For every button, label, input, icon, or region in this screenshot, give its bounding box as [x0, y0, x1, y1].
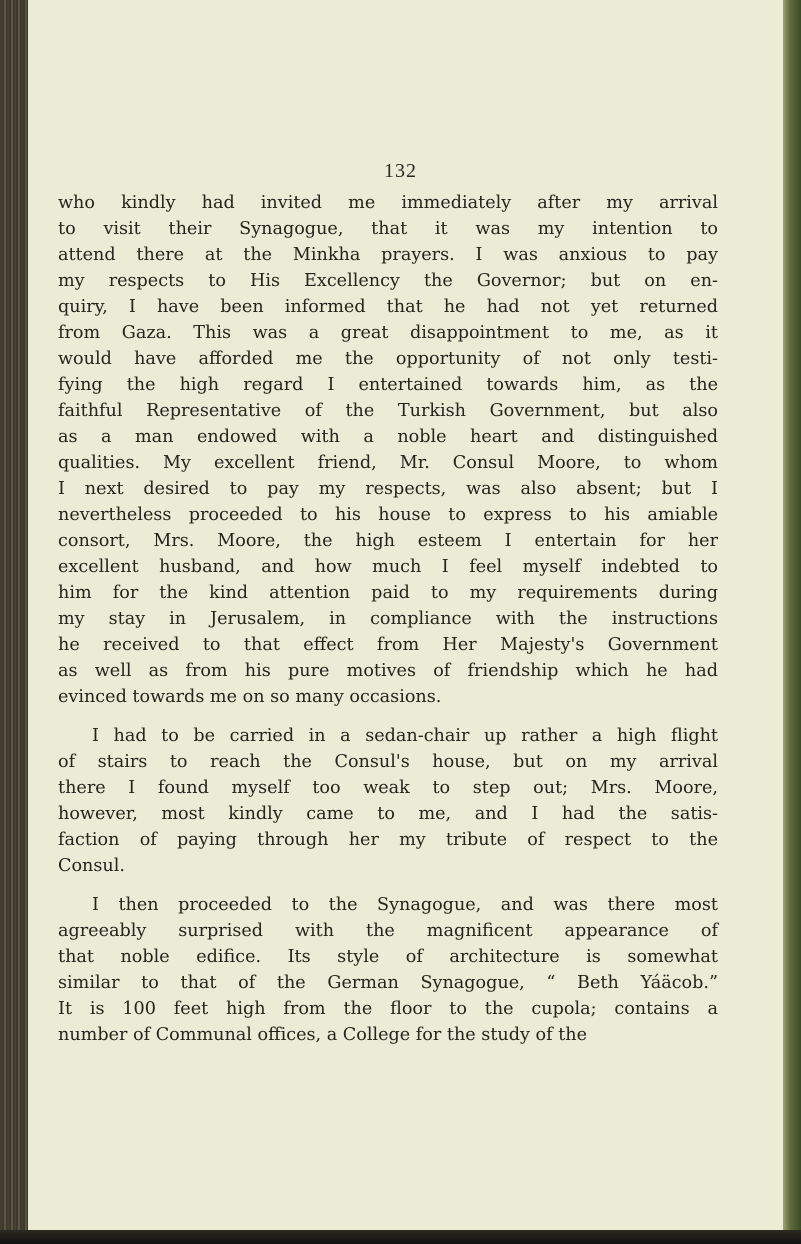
text-line: consort, Mrs. Moore, the high esteem I entertain for her: [58, 531, 718, 551]
text-line: It is 100 feet high from the floor to the cupola; contains a: [58, 999, 718, 1019]
text-line: there I found myself too weak to step out; Mrs. Moore,: [58, 778, 718, 798]
paragraph-gap: [58, 710, 718, 723]
text-line: similar to that of the German Synagogue, “ Beth Yáäcob.”: [58, 973, 718, 993]
paragraph-gap: [58, 879, 718, 892]
text-line: Consul.: [58, 856, 125, 876]
page-right-edge: [783, 0, 801, 1232]
text-line: agreeably surprised with the magnificent appearance of: [58, 921, 718, 941]
page-binding-edge: [0, 0, 28, 1232]
text-line: excellent husband, and how much I feel myself indebted to: [58, 557, 718, 577]
text-line: would have afforded me the opportunity of not only testi-: [58, 349, 718, 369]
text-line: I next desired to pay my respects, was also absent; but I: [58, 479, 718, 499]
text-line: fying the high regard I entertained towards him, as the: [58, 375, 718, 395]
page-number: 132: [384, 160, 417, 182]
text-line: that noble edifice. Its style of architecture is somewhat: [58, 947, 718, 967]
text-line: of stairs to reach the Consul's house, but on my arrival: [58, 752, 718, 772]
text-line: nevertheless proceeded to his house to express to his amiable: [58, 505, 718, 525]
text-line: quiry, I have been informed that he had not yet returned: [58, 297, 718, 317]
text-line: attend there at the Minkha prayers. I was anxious to pay: [58, 245, 718, 265]
text-line: as well as from his pure motives of friendship which he had: [58, 661, 718, 681]
paragraph: [58, 892, 718, 1048]
text-line: however, most kindly came to me, and I had the satis-: [58, 804, 718, 824]
text-line: who kindly had invited me immediately after my arrival: [58, 193, 718, 213]
text-line: number of Communal offices, a College for the study of the: [58, 1025, 588, 1045]
text-line: my stay in Jerusalem, in compliance with the instructions: [58, 609, 718, 629]
text-line: to visit their Synagogue, that it was my intention to: [58, 219, 718, 239]
text-line: him for the kind attention paid to my requirements during: [58, 583, 718, 603]
text-line: evinced towards me on so many occasions.: [58, 687, 442, 707]
body-text: [58, 190, 718, 1048]
page-bottom-edge: [0, 1230, 801, 1244]
text-line: I then proceeded to the Synagogue, and was there most: [92, 895, 718, 915]
text-line: qualities. My excellent friend, Mr. Consul Moore, to whom: [58, 453, 718, 473]
text-line: from Gaza. This was a great disappointment to me, as it: [58, 323, 718, 343]
text-line: he received to that effect from Her Majesty's Government: [58, 635, 718, 655]
text-line: faithful Representative of the Turkish Government, but also: [58, 401, 718, 421]
text-line: my respects to His Excellency the Governor; but on en-: [58, 271, 718, 291]
text-line: as a man endowed with a noble heart and distinguished: [58, 427, 718, 447]
text-line: I had to be carried in a sedan-chair up rather a high flight: [92, 726, 718, 746]
text-line: faction of paying through her my tribute of respect to the: [58, 830, 718, 850]
paragraph: [58, 190, 718, 710]
paragraph: [58, 723, 718, 879]
